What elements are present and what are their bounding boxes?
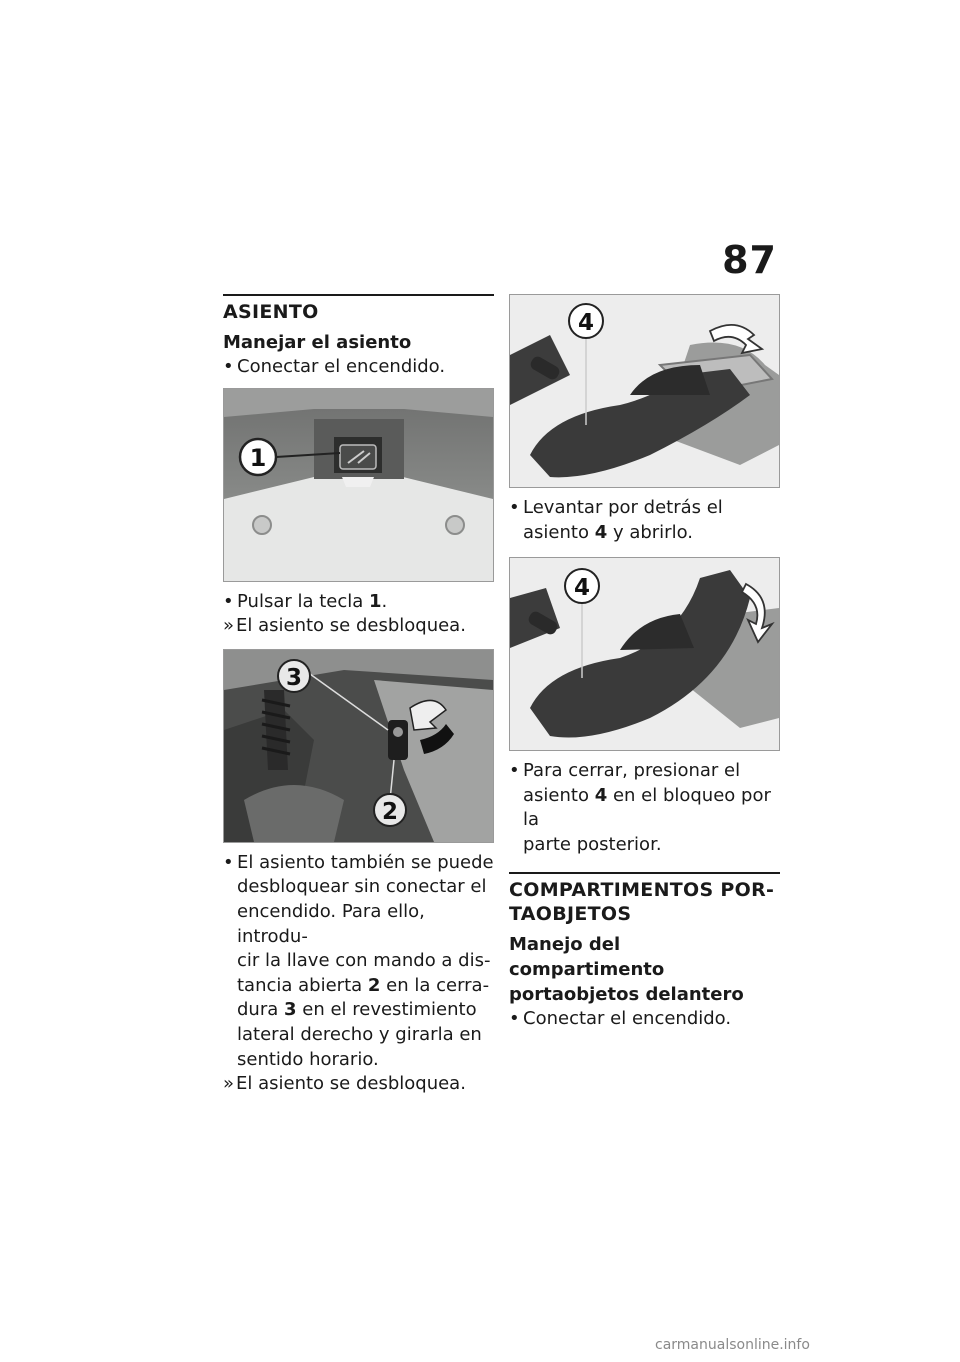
right-column bbox=[509, 294, 780, 1031]
step-text: Conectar el encendido. bbox=[523, 1007, 732, 1029]
step-line: encendido. Para ello, introdu- bbox=[237, 900, 425, 947]
callout-3: 3 bbox=[285, 664, 303, 691]
figure-seat-button bbox=[223, 388, 494, 582]
figure-seat-lock bbox=[223, 649, 494, 843]
bullet-mark: • bbox=[509, 760, 520, 782]
step-line: cir la llave con mando a dis- bbox=[237, 950, 491, 972]
result-text: El asiento se desbloquea. bbox=[236, 1073, 466, 1095]
step-line: El asiento también se puede bbox=[237, 851, 494, 873]
bullet-mark: • bbox=[223, 590, 234, 612]
step-line: desbloquear sin conectar el bbox=[237, 876, 487, 898]
result-item bbox=[223, 614, 494, 639]
step-item bbox=[509, 496, 780, 545]
step-text-end: . bbox=[381, 590, 388, 612]
seat-close-photo bbox=[510, 558, 779, 750]
step-item bbox=[509, 759, 780, 857]
figure-seat-close bbox=[509, 557, 780, 751]
bullet-mark: • bbox=[223, 851, 234, 873]
step-line: sentido horario. bbox=[237, 1048, 379, 1070]
step-line: Para cerrar, presionar el bbox=[523, 760, 741, 782]
section-title-asiento: ASIENTO bbox=[223, 301, 319, 323]
bullet-mark: • bbox=[223, 356, 234, 377]
result-text: El asiento se desbloquea. bbox=[236, 615, 466, 637]
subtitle-manejar-asiento: Manejar el asiento bbox=[223, 332, 412, 353]
callout-4: 4 bbox=[577, 310, 595, 336]
step-text: Conectar el encendido. bbox=[237, 356, 446, 377]
bullet-mark: • bbox=[509, 1007, 520, 1029]
seat-lock-photo bbox=[224, 650, 493, 842]
step-item bbox=[223, 851, 494, 1072]
step-line: asiento 4 y abrirlo. bbox=[523, 521, 693, 543]
callout-1: 1 bbox=[249, 443, 267, 472]
watermark-footer: carmanualsonline.info bbox=[655, 1337, 810, 1353]
step-line: asiento 4 en el bloqueo por la bbox=[523, 784, 771, 831]
result-mark: » bbox=[223, 615, 235, 637]
result-mark: » bbox=[223, 1073, 235, 1095]
step-line: dura 3 en el revestimiento bbox=[237, 999, 477, 1021]
page-number: 87 bbox=[722, 238, 777, 282]
step-line: tancia abierta 2 en la cerra- bbox=[237, 974, 490, 996]
seat-button-photo bbox=[224, 389, 493, 581]
step-item bbox=[509, 1007, 780, 1032]
step-ref: 1 bbox=[369, 590, 382, 612]
callout-4: 4 bbox=[573, 575, 591, 602]
step-text: Pulsar la tecla bbox=[237, 590, 370, 612]
subtitle-compartimento: Manejo del compartimento portaobjetos delantero bbox=[509, 933, 744, 1005]
figure-seat-open bbox=[509, 294, 780, 488]
callout-2: 2 bbox=[381, 798, 399, 825]
step-item bbox=[223, 355, 494, 380]
left-column bbox=[223, 294, 494, 1097]
step-line: Levantar por detrás el bbox=[523, 497, 723, 518]
bullet-mark: • bbox=[509, 497, 520, 518]
section-title-compartimentos: COMPARTIMENTOS POR- TAOBJETOS bbox=[509, 878, 775, 925]
step-line: lateral derecho y girarla en bbox=[237, 1023, 482, 1045]
step-item bbox=[223, 590, 494, 615]
seat-open-photo bbox=[510, 295, 779, 487]
result-item bbox=[223, 1072, 494, 1097]
step-line: parte posterior. bbox=[523, 833, 662, 855]
